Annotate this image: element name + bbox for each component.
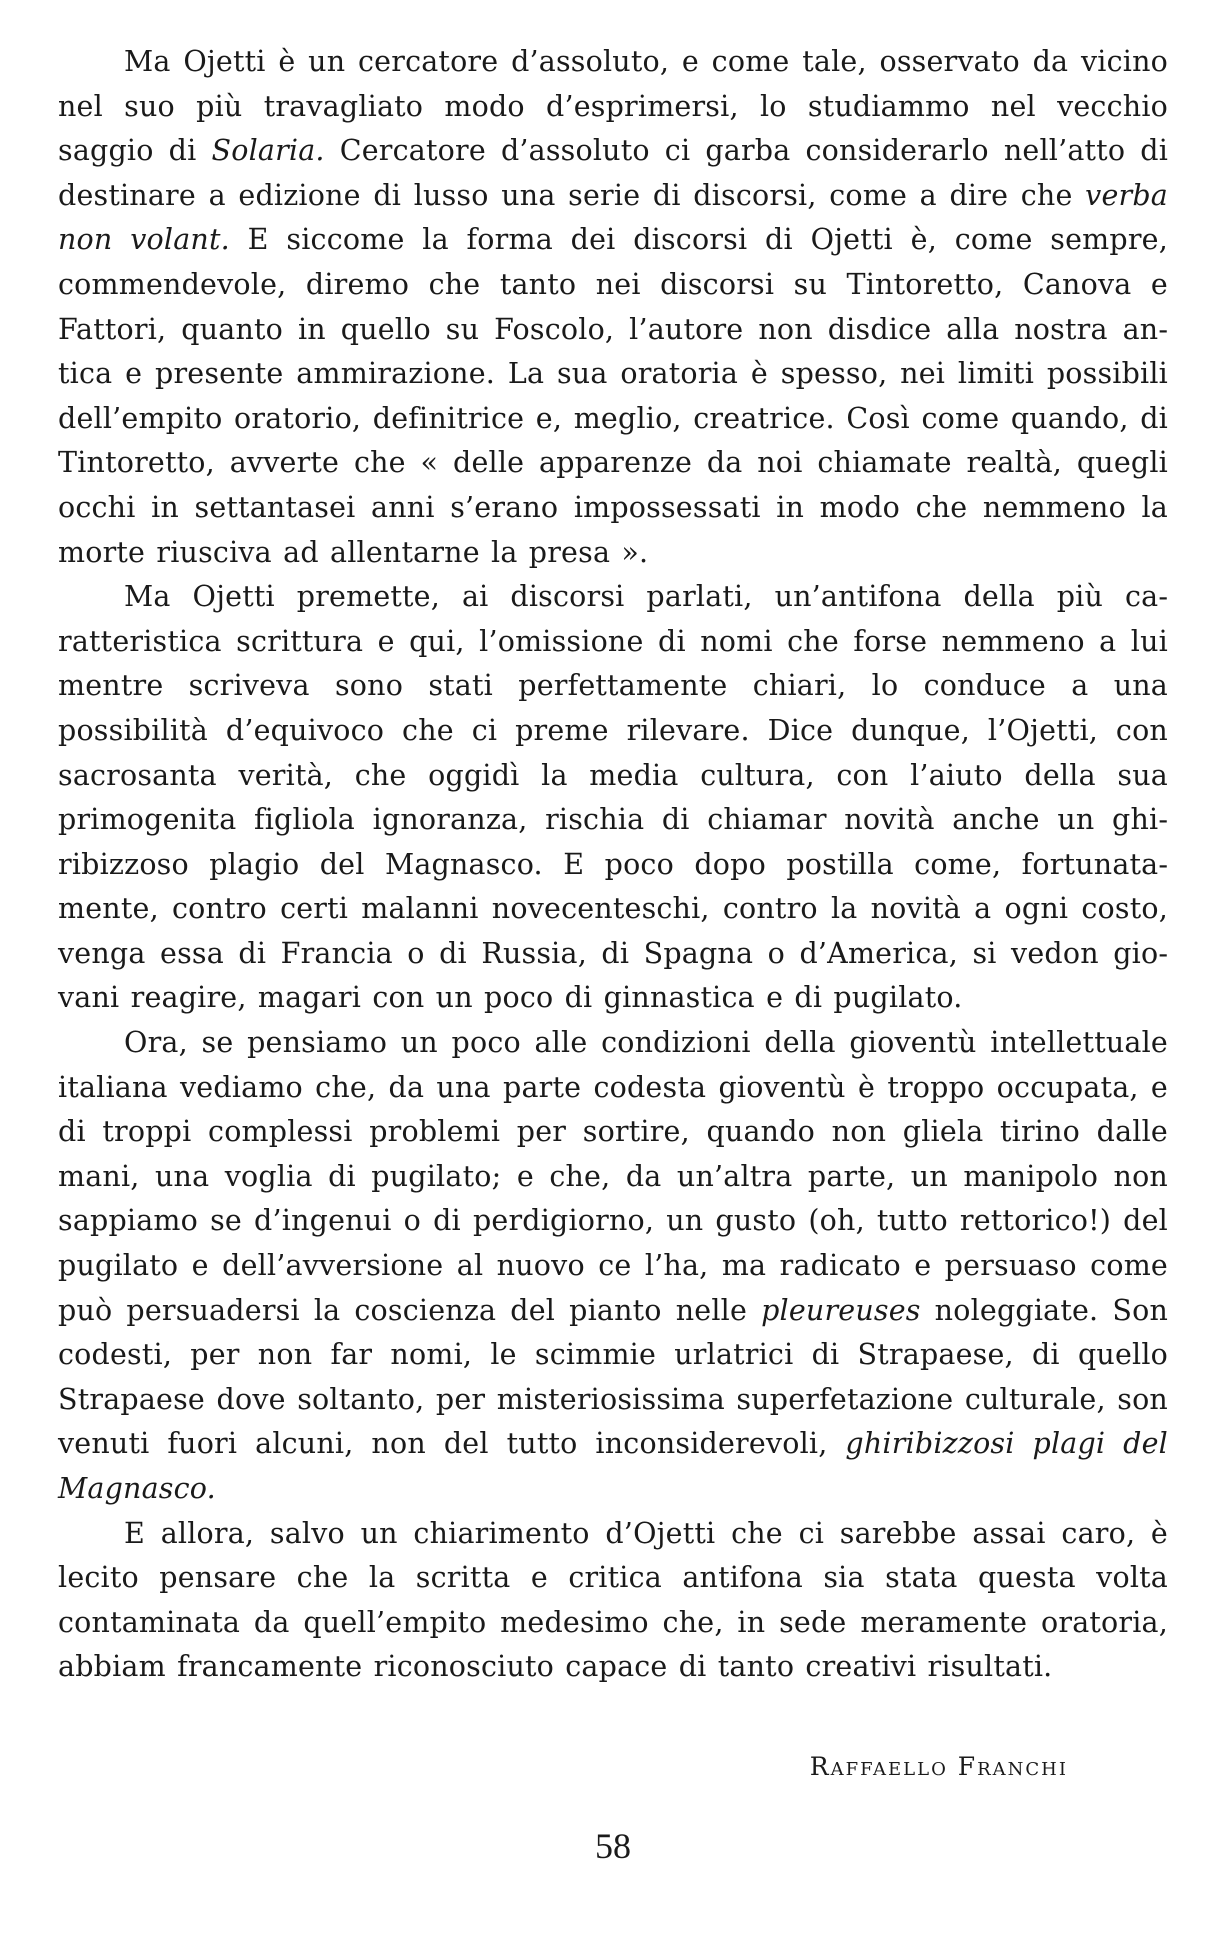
- paragraph-text: noleggiate. Son codesti, per non far nomi, le scimmie urlatrici di Strapaese, di quello Strapaese dove soltanto, per misteriosissima superfetazione culturale, son venuti fuori alcuni, non del tutto inconsiderevoli,: [58, 1293, 1168, 1461]
- page-number: 58: [595, 1826, 631, 1866]
- paragraph: [58, 1021, 1168, 1512]
- paragraph-text: Ora, se pensiamo un poco alle condizioni della gioventù intellettuale italiana vediamo che, da una parte codesta gioventù è troppo occupata, e di troppi complessi problemi per sortire, quando non gliela tirino dalle mani, una voglia di pugilato; e che, da un’altra parte, un manipolo non sappiamo se d’ingenui o di perdigiorno, un gusto (oh, tutto rettorico!) del pugilato e dell’avversione al nuovo ce l’ha, ma radicato e persuaso come può persuadersi la coscienza del pianto nelle: [58, 1026, 1168, 1327]
- paragraph: [58, 575, 1168, 1021]
- paragraph: [58, 40, 1168, 575]
- article-body: [58, 40, 1168, 1690]
- italic-phrase: ghiribizzosi plagi del Magnasco.: [58, 1427, 1168, 1505]
- paragraph-text: Cercatore d’assoluto ci garba considerarlo nell’atto di destinare a edizione di lusso una serie di discorsi, come a dire che: [58, 134, 1169, 212]
- paragraph: [58, 1512, 1168, 1690]
- author-signature: Raffaello Franchi: [809, 1752, 1068, 1781]
- italic-phrase: pleureuses: [761, 1293, 921, 1327]
- italic-phrase: verba non volant.: [58, 178, 1168, 257]
- paragraph-text: Ma Ojetti è un cercatore d’assoluto, e come tale, osservato da vicino nel suo più travagliato modo d’esprimersi, lo studiammo nel vecchio saggio di: [58, 45, 1168, 168]
- paragraph-text: Ma Ojetti premette, ai discorsi parlati, un’antifona della più caratteristica scrittura e qui, l’omissione di nomi che forse nemmeno a lui mentre scriveva sono stati perfettamente chiari, lo conduce a una possibilità d’equivoco che ci preme rilevare. Dice dunque, l’Ojetti, con sacrosanta verità, che oggidì la media cultura, con l’aiuto della sua primogenita figliola ignoranza, rischia di chiamar novità anche un ghiribizzoso plagio del Magnasco. E poco dopo postilla come, fortunatamente, contro certi malanni novecenteschi, contro la novità a ogni costo, venga essa di Francia o di Russia, di Spagna o d’America, si vedon giovani reagire, magari con un poco di ginnastica e di pugilato.: [58, 580, 1168, 1015]
- paragraph-text: E allora, salvo un chiarimento d’Ojetti che ci sarebbe assai caro, è lecito pensare che la scritta e critica antifona sia stata questa volta contaminata da quell’empito medesimo che, in sede meramente oratoria, abbiam francamente riconosciuto capace di tanto creativi risultati.: [58, 1516, 1168, 1684]
- italic-phrase: Solaria.: [211, 134, 325, 168]
- paragraph-text: E siccome la forma dei discorsi di Ojetti è, come sempre, commendevole, diremo che tanto nei discorsi su Tintoretto, Canova e Fattori, quanto in quello su Foscolo, l’autore non disdice alla nostra antica e presente ammirazione. La sua oratoria è spesso, nei limiti possibili dell’empito oratorio, definitrice e, meglio, creatrice. Così come quando, di Tintoretto, avverte che « delle apparenze da noi chiamate realtà, quegli occhi in settantasei anni s’erano impossessati in modo che nemmeno la morte riusciva ad allentarne la presa ».: [58, 223, 1168, 569]
